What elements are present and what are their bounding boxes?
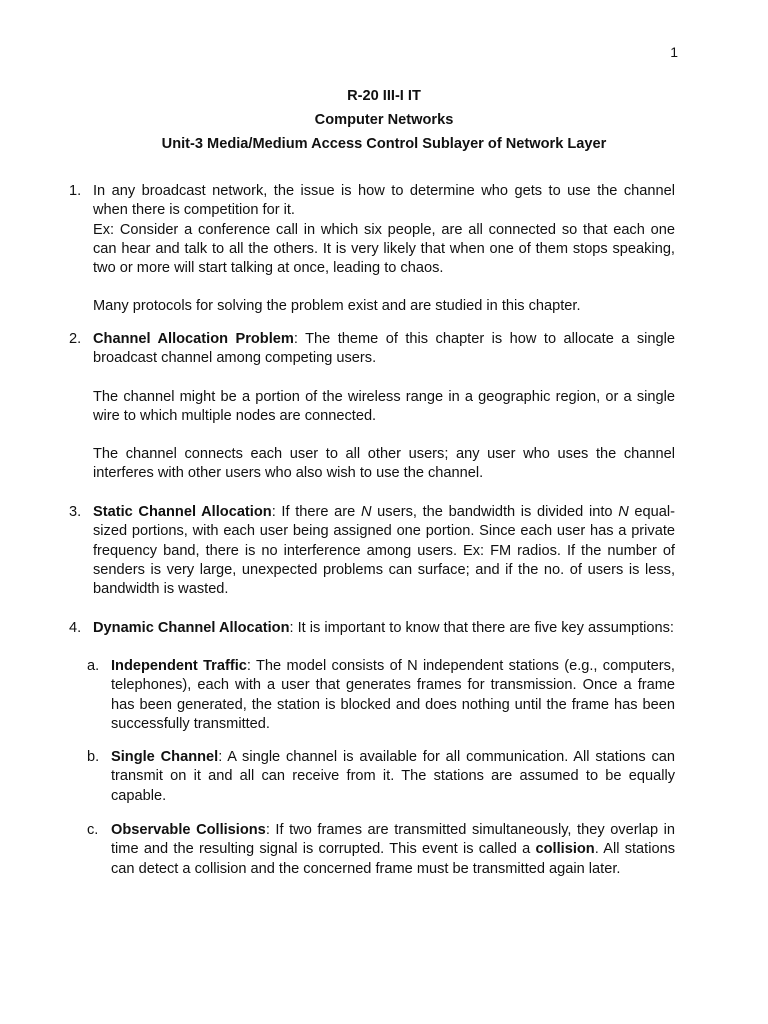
text: . All stations can detect a collision and the concerned frame must be transmitted again later. bbox=[111, 841, 675, 877]
list-item-3 bbox=[69, 503, 675, 599]
sub-item-c bbox=[87, 821, 675, 879]
text: : The model consists of N independent stations (e.g., computers, telephones), each with a user that generates frames for transmission. Once a frame has been generated, the station is blocked and does nothing until the frame has been successfully transmitted. bbox=[111, 658, 675, 732]
paragraph bbox=[93, 503, 675, 599]
course-code: R-20 III-I IT bbox=[347, 88, 421, 104]
list-letter: b. bbox=[87, 749, 100, 765]
sub-item-b bbox=[87, 748, 675, 806]
term: Single Channel bbox=[111, 749, 219, 765]
text: : A single channel is available for all communication. All stations can transmit on it and all can receive from it. The stations are assumed to be equally capable. bbox=[111, 749, 675, 804]
list-number: 3. bbox=[69, 504, 82, 520]
paragraph: Many protocols for solving the problem exist and are studied in this chapter. bbox=[93, 298, 581, 315]
term: Static Channel Allocation bbox=[93, 504, 272, 520]
variable: N bbox=[360, 504, 372, 520]
list-item-4 bbox=[69, 619, 675, 638]
term: collision bbox=[535, 841, 595, 858]
paragraph bbox=[111, 821, 675, 879]
list-number: 1. bbox=[69, 183, 82, 199]
list-item-1 bbox=[69, 182, 675, 317]
paragraph: In any broadcast network, the issue is how to determine who gets to use the channel when there is competition for it. bbox=[93, 183, 675, 219]
paragraph: The channel might be a portion of the wireless range in a geographic region, or a single wire to which multiple nodes are connected. bbox=[93, 388, 675, 424]
unit-title: Unit-3 Media/Medium Access Control Sublayer of Network Layer bbox=[161, 136, 607, 152]
page-number: 1 bbox=[670, 44, 678, 60]
paragraph bbox=[93, 330, 675, 369]
text: : If there are bbox=[271, 504, 361, 520]
paragraph: The channel connects each user to all other users; any user who uses the channel interferes with other users who also wish to use the channel. bbox=[93, 446, 675, 482]
term: Independent Traffic bbox=[111, 658, 247, 674]
term: Channel Allocation Problem bbox=[93, 331, 294, 347]
text: : It is important to know that there are five key assumptions: bbox=[289, 620, 674, 636]
course-title: Computer Networks bbox=[314, 112, 454, 128]
paragraph bbox=[111, 657, 675, 734]
variable: N bbox=[618, 504, 629, 520]
list-number: 4. bbox=[69, 620, 82, 636]
paragraph bbox=[111, 748, 675, 806]
paragraph: Ex: Consider a conference call in which six people, are all connected so that each one can hear and talk to all the others. It is very likely that when one of them stops speaking, two or more will start talking at once, leading to chaos. bbox=[93, 221, 675, 277]
text: : The theme of this chapter is how to allocate a single broadcast channel among competing users. bbox=[93, 331, 675, 367]
paragraph bbox=[93, 619, 675, 638]
list-number: 2. bbox=[69, 331, 82, 347]
list-letter: a. bbox=[87, 658, 100, 674]
list-item-2 bbox=[69, 330, 675, 484]
text: : If two frames are transmitted simultaneously, they overlap in time and the resulting signal is corrupted. This event is called a bbox=[111, 822, 675, 858]
term: Observable Collisions bbox=[111, 822, 266, 838]
text: equal-sized portions, with each user being assigned one portion. Since each user has a private frequency band, there is no interference among users. Ex: FM radios. If the number of senders is very large, unexpected problems can surface; and if the no. of users is less, bandwidth is wasted. bbox=[93, 504, 675, 598]
text: users, the bandwidth is divided into bbox=[371, 504, 619, 520]
sub-item-a bbox=[87, 657, 675, 734]
term: Dynamic Channel Allocation bbox=[93, 620, 290, 636]
list-letter: c. bbox=[87, 822, 99, 838]
